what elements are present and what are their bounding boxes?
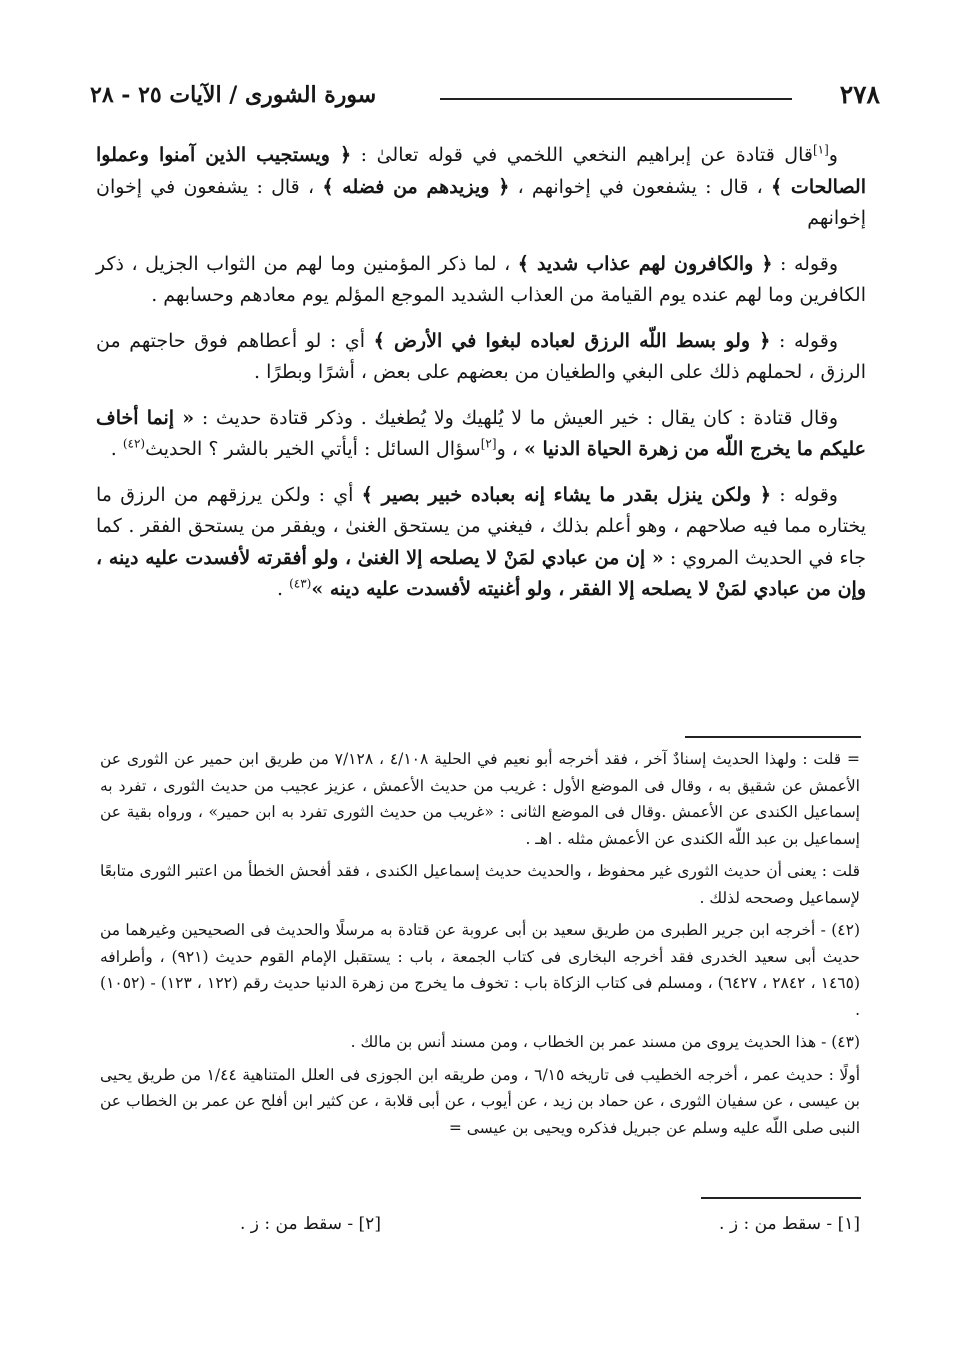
p2-quote: ﴿ والكافرون لهم عذاب شديد ﴾ — [517, 252, 773, 275]
p3-quote: ﴿ ولو بسط اللّه الرزق لعباده لبغوا في الأرض ﴾ — [373, 329, 771, 352]
p1-before: قال قتادة عن إبراهيم النخعي اللخمي في قوله تعالىٰ : — [351, 144, 813, 166]
p5-quote-2: « إن من عبادي لمَنْ لا يصلحه إلا الغنىٰ ، ولو أفقرته لأفسدت عليه دينه ، وإن من عبادي لمَنْ لا يصلحه إلا الفقر ، ولو أغنيته لأفسدت عليه دينه » — [96, 546, 866, 600]
p5-quote-1: ﴿ ولكن ينزل بقدر ما يشاء إنه بعباده خبير بصير ﴾ — [361, 483, 772, 506]
p5-lead: وقوله : — [771, 483, 838, 506]
p4-ref: [٢] — [480, 436, 497, 451]
p5-note-ref: (٤٣) — [289, 576, 312, 591]
p2-rest: ، لما ذكر المؤمنين وما لهم من الثواب الجزيل ، ذكر الكافرين وما لهم عنده يوم القيامة من العذاب الشديد الموجع المؤلم يوم معادهم وحسابهم . — [96, 252, 866, 306]
paragraph-4 — [96, 403, 866, 466]
footer-note-2: [٢] - سقط من : ز . — [240, 1214, 381, 1234]
p5-end: . — [276, 578, 290, 600]
footer-divider — [701, 1197, 861, 1199]
note-43: (٤٣) - هذا الحديث يروى من مسند عمر بن الخطاب ، ومن مسند أنس بن مالك . — [350, 1033, 860, 1051]
page-number: ٢٧٨ — [839, 80, 880, 109]
notes-divider — [685, 736, 861, 738]
p2-lead: وقوله : — [772, 252, 839, 275]
note-comment: قلت : يعنى أن حديث الثورى غير محفوظ ، والحديث حديث إسماعيل الكندى ، فقد أفحش الخطأ من اعتبر الثورى متابعًا لإسماعيل وصححه لذلك . — [100, 862, 860, 907]
p4-note-ref: (٤٢) — [122, 436, 146, 451]
note-42: (٤٢) - أخرجه ابن جرير الطبرى من طريق سعيد بن أبى عروبة عن قتادة به مرسلًا والحديث فى الصحيحين وغيرهما من حديث أبى سعيد الخدرى فقد أخرجه البخارى فى كتاب الجمعة ، باب : يستقبل الإمام القوم حديث (٩٢١) ، وأطرافه (١٤٦٥ ، ٢٨٤٢ ، ٦٤٢٧) ، ومسلم فى كتاب الزكاة باب : تخوف ما يخرج من زهرة الدنيا حديث رقم (١٢٢ ، ١٢٣) - (١٠٥٢) . — [100, 921, 861, 1019]
note-43-first: أولًا : حديث عمر ، أخرجه الخطيب فى تاريخه ٦/١٥ ، ومن طريقه ابن الجوزى فى العلل المتناهية ١/٤٤ من طريق يحيى بن عيسى ، عن سفيان الثورى ، عن حماد بن زيد ، عن أيوب ، عن أبى قلابة ، عن كثير ابن أفلح عن عمر بن الخطاب عن النبى صلى اللّه عليه وسلم عن جبريل فذكره ويحيى بن عيسى = — [100, 1065, 861, 1137]
main-text — [96, 140, 866, 620]
footer-note-1: [١] - سقط من : ز . — [719, 1214, 860, 1234]
paragraph-2 — [96, 249, 866, 312]
running-title: سورة الشورى / الآيات ٢٥ - ٢٨ — [90, 82, 377, 108]
footnotes — [100, 746, 860, 1147]
p4-lead: وقال قتادة : كان يقال : خير العيش ما لا يُلهيك ولا يُطغيك . وذكر قتادة حديث : — [194, 406, 838, 429]
paragraph-1 — [96, 140, 866, 235]
p1-quote-1: ﴿ ويستجيب الذين آمنوا وعملوا الصالحات ﴾ — [96, 144, 866, 198]
header-rule — [440, 98, 792, 100]
p3-rest: أي : لو أعطاهم فوق حاجتهم من الرزق ، لحملهم ذلك على البغي والطغيان من بعضهم على بعض ، أشرًا وبطرًا . — [96, 329, 866, 383]
p4-mid: ، و — [496, 438, 524, 460]
p5-mid: أي : ولكن يرزقهم من الرزق ما يختاره مما فيه صلاحهم ، وهو أعلم بذلك ، فيغني من يستحق الغنىٰ ، ويفقر من يستحق الفقر . كما جاء في الحديث المروي : — [96, 483, 866, 569]
p1-ref: [١] — [812, 142, 829, 157]
p1-lead: و — [828, 144, 838, 166]
p1-mid: ، قال : يشفعون في إخوانهم ، — [509, 175, 771, 198]
note-continued: = قلت : ولهذا الحديث إسنادٌ آخر ، فقد أخرجه أبو نعيم في الحلية ٤/١٠٨ ، ٧/١٢٨ من طريق ابن حمير عن الثورى عن الأعمش عن شقيق به ، وقال فى الموضع الأول : غريب من حديث الأعمش ، عزيز عجيب من حديث الثورى ، تفرد به إسماعيل الكندى عن الأعمش .وقال فى الموضع الثانى : «غريب من حديث الثورى تفرد به ابن حمير» ، ورواه بقية عن إسماعيل بن عبد اللّه الكندى عن الأعمش مثله . اهـ . — [100, 750, 860, 848]
page-header — [90, 80, 880, 120]
p1-end: ، قال : يشفعون في إخوان إخوانهم — [96, 175, 866, 229]
paragraph-5 — [96, 480, 866, 606]
paragraph-3 — [96, 326, 866, 389]
page-footer — [240, 1214, 860, 1244]
p4-end: . — [110, 438, 123, 460]
p4-rest: سؤال السائل : أيأتي الخير بالشر ؟ الحديث — [145, 438, 481, 460]
p3-lead: وقوله : — [770, 329, 838, 352]
p1-quote-2: ﴿ ويزيدهم من فضله ﴾ — [322, 175, 510, 198]
p4-quote: « إنما أخاف عليكم ما يخرج اللّه من زهرة الحياة الدنيا » — [96, 406, 866, 460]
